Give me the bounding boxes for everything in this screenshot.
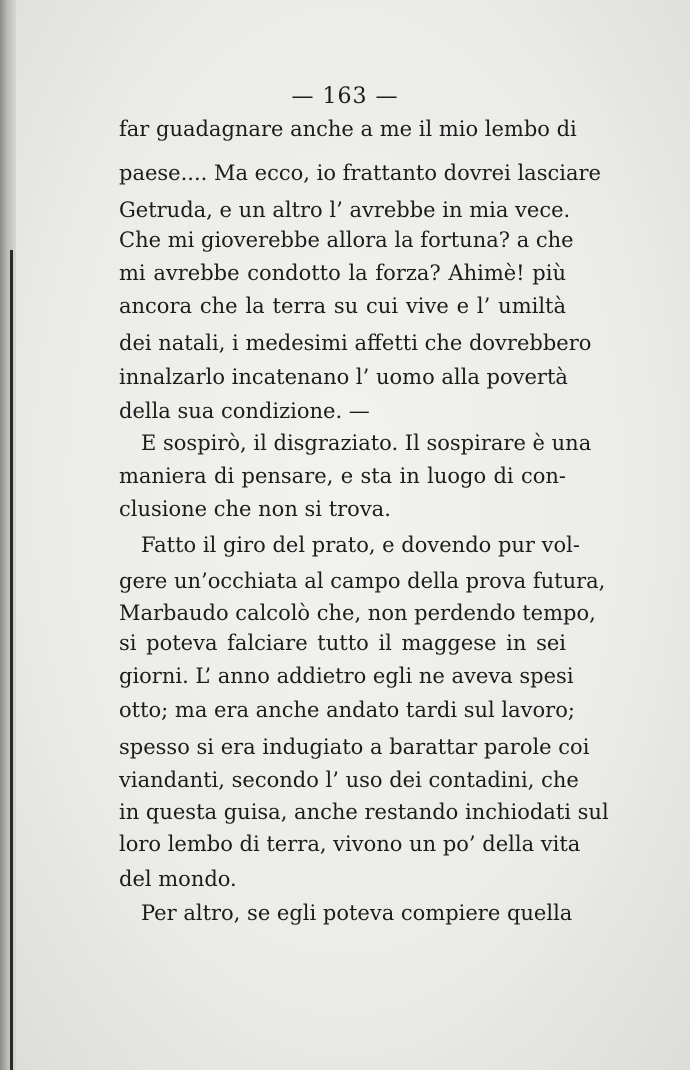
text-line: E sospirò, il disgraziato. Il sospirare è una xyxy=(141,431,592,455)
text-line: giorni. L’ anno addietro egli ne aveva spesi xyxy=(119,664,574,688)
binding-edge-line xyxy=(10,250,13,1070)
text-line: Marbaudo calcolò che, non perdendo tempo, xyxy=(119,601,596,625)
text-line: ancora che la terra su cui vive e l’ umiltà xyxy=(119,294,566,318)
text-line: dei natali, i medesimi affetti che dovrebbero xyxy=(119,331,592,355)
text-line: Per altro, se egli poteva compiere quella xyxy=(141,901,573,925)
page-number: — 163 — xyxy=(291,84,399,109)
text-line: spesso si era indugiato a barattar parole coi xyxy=(119,735,590,759)
text-line: del mondo. xyxy=(119,867,237,891)
text-line: viandanti, secondo l’ uso dei contadini, che xyxy=(119,768,579,792)
text-line: si poteva falciare tutto il maggese in sei xyxy=(119,631,566,655)
book-spine-shadow xyxy=(0,0,16,1070)
text-line: mi avrebbe condotto la forza? Ahimè! più xyxy=(119,261,566,285)
text-line: clusione che non si trova. xyxy=(119,497,391,521)
text-line: innalzarlo incatenano l’ uomo alla povertà xyxy=(119,365,568,389)
text-line: della sua condizione. — xyxy=(119,399,370,423)
text-line: loro lembo di terra, vivono un po’ della vita xyxy=(119,832,581,856)
text-line: maniera di pensare, e sta in luogo di con- xyxy=(119,464,566,488)
text-line: Fatto il giro del prato, e dovendo pur vol- xyxy=(141,533,580,557)
text-line: otto; ma era anche andato tardi sul lavoro; xyxy=(119,698,575,722)
text-line: paese.... Ma ecco, io frattanto dovrei lasciare xyxy=(119,161,601,185)
text-line: gere un’occhiata al campo della prova futura, xyxy=(119,569,606,593)
text-line: Getruda, e un altro l’ avrebbe in mia vece. xyxy=(119,198,571,222)
text-line: Che mi gioverebbe allora la fortuna? a che xyxy=(119,228,574,252)
text-line: far guadagnare anche a me il mio lembo di xyxy=(119,117,577,141)
text-line: in questa guisa, anche restando inchiodati sul xyxy=(119,800,609,824)
